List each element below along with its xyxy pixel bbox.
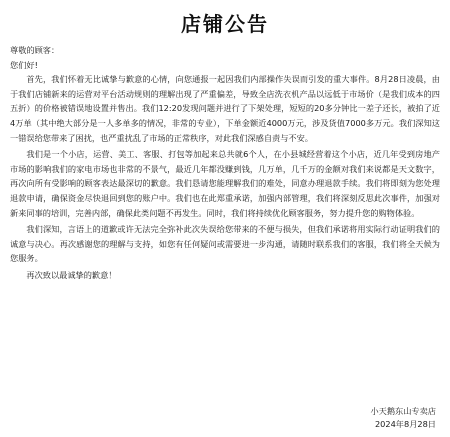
salutation: 尊敬的顾客： (10, 45, 60, 55)
store-name: 小天鹅东山专卖店 (370, 406, 436, 416)
announcement-date: 2024年8月28日 (374, 419, 436, 429)
greeting: 您们好! (10, 59, 38, 70)
paragraph-closing: 再次致以最诚挚的歉意！ (26, 269, 117, 280)
signature-block (370, 405, 436, 431)
paragraph-3: 我们深知，言语上的道歉或许无法完全弥补此次失误给您带来的不便与损失，但我们承诺将用实际行动证明我们的诚意与决心。再次感谢您的理解与支持，如您有任何疑问或需要进一步沟通，请随时联系我们的客服，我们将全天候为您服务。 (10, 224, 440, 264)
paragraph-2: 我们是一个小店，运营、美工、客服、打包等加起来总共就6个人，在小县城经营着这个小店，近几年受到房地产市场的影响我们的家电市场也非常的不景气，最近几年都没赚到钱，几万单，几千万的金额对我们来说都是天文数字，再次向所有受影响的顾客表达最深切的歉意。我们恳请您能理解我们的难处，同意办理退款手续。我们将即刻为您处理退款申请，确保资金尽快退回到您的账户中。我们也在此郑重承诺，加强内部管理，我们将深刻反思此次事件，加强对新来同事的培训，完善内部，确保此类问题不再发生。同时，我们将持续优化顾客服务，努力提升您的购物体验。 (10, 149, 440, 218)
announcement-title: 店铺公告 (181, 12, 269, 36)
paragraph-1: 首先，我们怀着无比诚挚与歉意的心情，向您通报一起因我们内部操作失误而引发的重大事件。8月28日凌晨，由于我们店铺新来的运营对平台活动规则的理解出现了严重偏差，导致全店洗衣机产品以远低于市场价（是我们成本的四五折）的价格被错误地设置并售出。我们12:20发现问题并进行了下架处理，短短的20多分钟比一差子还长，被拍了近4万单（其中绝大部分是一人多单多的情况，非常的专业），下单金额近4000万元，涉及货值7000多万元。我们深知这一错误给您带来了困扰，也严重扰乱了市场的正常秩序，对此我们深感自责与不安。 (10, 74, 440, 143)
